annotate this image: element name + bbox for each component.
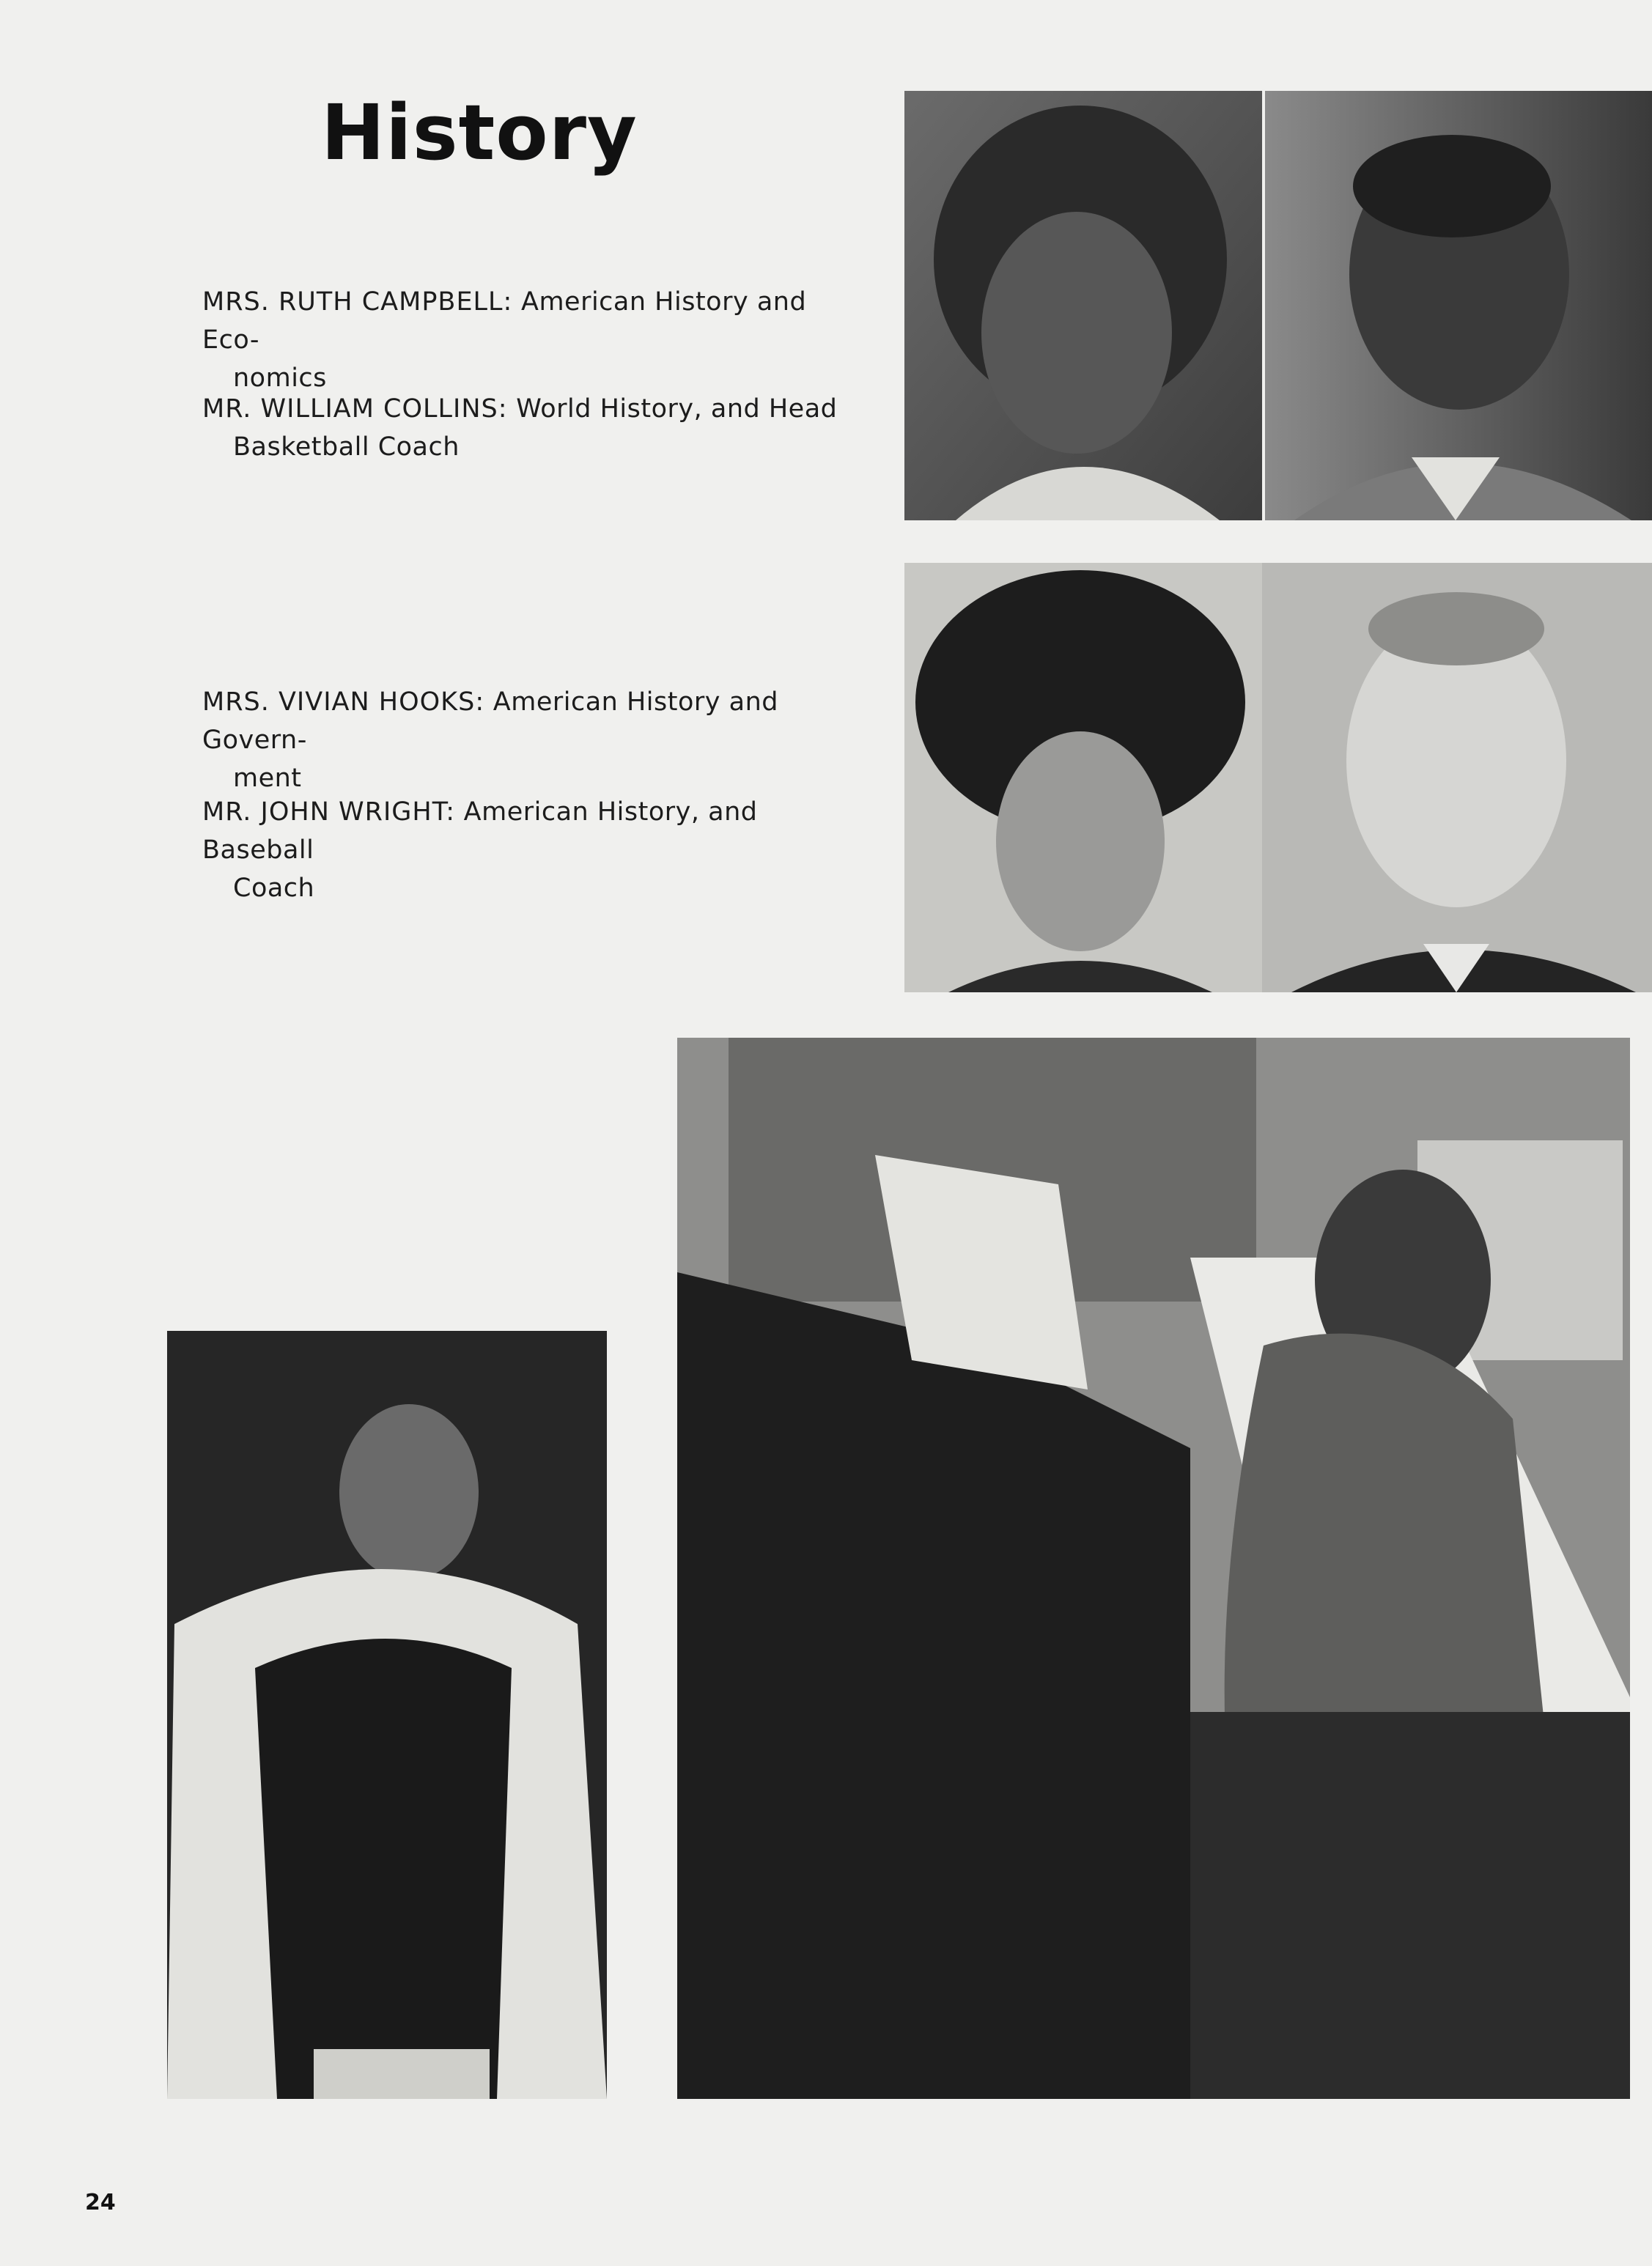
candid-photo-organ-player [677,1038,1630,2099]
page-title: History [321,88,638,177]
faculty-subject: American History, and Baseball [202,797,758,865]
portrait-photo-hooks [904,563,1262,992]
faculty-subject-cont: Basketball Coach [233,432,460,462]
faculty-name: MR. JOHN WRIGHT: [202,797,456,827]
faculty-subject: American History and Govern- [202,687,778,755]
candid-photo-teacher-podium [167,1331,607,2099]
faculty-entry-hooks [202,683,862,797]
faculty-subject-cont: ment [233,764,302,793]
portrait-photo-wright [1262,563,1652,992]
faculty-subject: American History and Eco- [202,287,807,355]
portrait-photo-collins [1265,91,1652,520]
faculty-entry-wright [202,793,862,907]
faculty-subject-cont: nomics [233,363,327,393]
faculty-entry-campbell [202,283,862,397]
faculty-name: MR. WILLIAM COLLINS: [202,394,508,424]
faculty-subject-cont: Coach [233,874,315,903]
faculty-name: MRS. RUTH CAMPBELL: [202,287,513,317]
faculty-subject: World History, and Head [516,394,838,424]
faculty-entry-collins [202,390,862,466]
faculty-name: MRS. VIVIAN HOOKS: [202,687,485,717]
page-number: 24 [85,2190,116,2215]
portrait-photo-campbell [904,91,1262,520]
